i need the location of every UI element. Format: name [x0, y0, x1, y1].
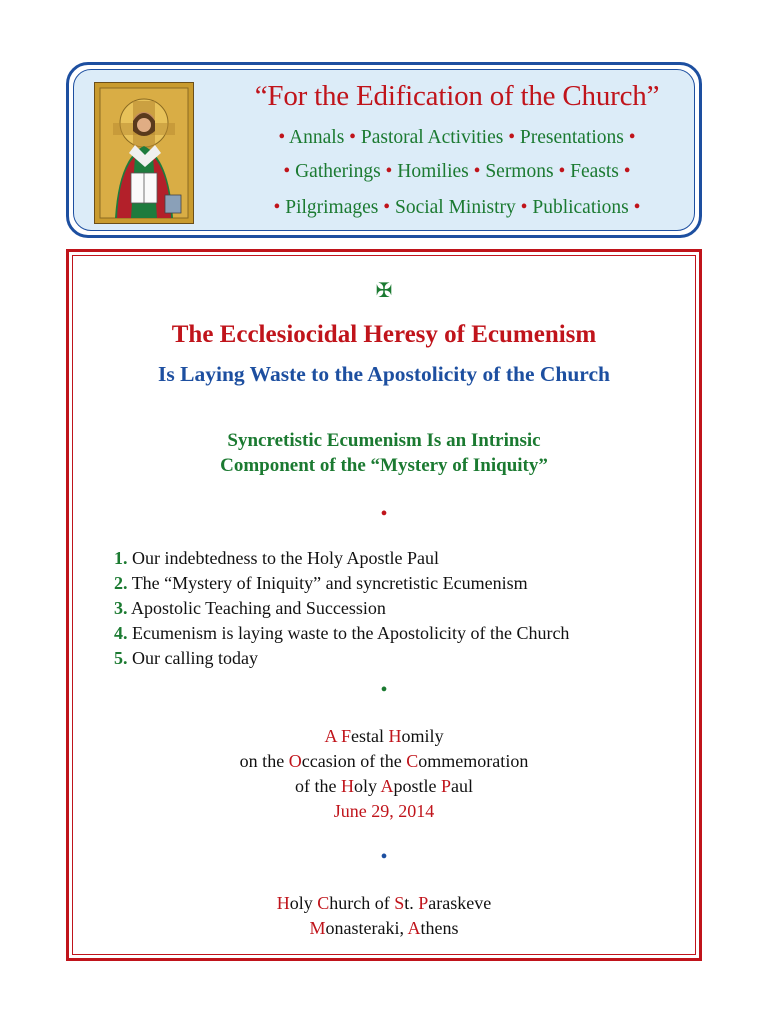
list-item: [114, 646, 569, 671]
item-text: The “Mystery of Iniquity” and syncretistic Ecumenism: [131, 573, 528, 593]
tagline-line-1: Syncretistic Ecumenism Is an Intrinsic: [227, 430, 541, 451]
homily-line-2: on the Occasion of the Commemoration: [239, 751, 529, 771]
bullet-icon: •: [349, 127, 356, 148]
category-presentations: Presentations: [519, 127, 624, 148]
banner-categories-row3: [222, 197, 692, 219]
homily-block: [0, 724, 768, 824]
banner-inner: [73, 69, 695, 231]
category-pilgrimages: Pilgrimages: [285, 197, 379, 218]
bullet-icon: •: [383, 197, 391, 218]
separator-red-dot-icon: •: [380, 503, 388, 525]
document-title: The Ecclesiocidal Heresy of Ecumenism: [171, 321, 597, 348]
category-sermons: Sermons: [485, 161, 554, 182]
item-number: 2.: [114, 573, 128, 593]
item-text: Apostolic Teaching and Succession: [131, 598, 386, 618]
christ-icon: [94, 82, 194, 224]
category-gatherings: Gatherings: [295, 161, 381, 182]
separator-green-dot-icon: •: [380, 679, 388, 701]
banner-title: “For the Edification of the Church”: [254, 80, 660, 112]
bullet-icon: •: [633, 197, 641, 218]
contents-list: [114, 546, 569, 671]
category-social-ministry: Social Ministry: [394, 197, 516, 218]
cross-icon: ✠: [375, 280, 393, 302]
document-subtitle: Is Laying Waste to the Apostolicity of the Church: [158, 362, 610, 386]
category-pastoral-activities: Pastoral Activities: [360, 127, 504, 148]
bullet-icon: •: [283, 161, 291, 182]
bullet-icon: •: [558, 161, 566, 182]
tagline-line-2: Component of the “Mystery of Iniquity”: [220, 455, 548, 476]
homily-line-3: of the Holy Apostle Paul: [294, 776, 474, 796]
item-number: 1.: [114, 548, 128, 568]
bullet-icon: •: [508, 127, 516, 148]
list-item: [114, 621, 569, 646]
category-annals: Annals: [289, 127, 345, 148]
banner-categories-row1: [222, 127, 692, 149]
bullet-icon: •: [385, 161, 393, 182]
item-number: 5.: [114, 648, 128, 668]
bullet-icon: •: [628, 127, 636, 148]
item-number: 3.: [114, 598, 128, 618]
bullet-icon: •: [520, 197, 528, 218]
item-text: Ecumenism is laying waste to the Apostolicity of the Church: [132, 623, 570, 643]
document-tagline: [0, 428, 768, 478]
bullet-icon: •: [273, 197, 281, 218]
category-feasts: Feasts: [570, 161, 619, 182]
item-number: 4.: [114, 623, 128, 643]
church-block: [0, 891, 768, 941]
list-item: [114, 546, 569, 571]
bullet-icon: •: [623, 161, 631, 182]
item-text: Our indebtedness to the Holy Apostle Paul: [132, 548, 439, 568]
bullet-icon: •: [473, 161, 481, 182]
list-item: [114, 571, 569, 596]
banner-categories-row2: [222, 161, 692, 183]
church-name: Holy Church of St. Paraskeve: [276, 893, 492, 913]
homily-date: June 29, 2014: [333, 801, 435, 821]
category-publications: Publications: [532, 197, 629, 218]
item-text: Our calling today: [132, 648, 258, 668]
separator-blue-dot-icon: •: [380, 846, 388, 868]
bullet-icon: •: [278, 127, 286, 148]
church-location: Monasteraki, Athens: [309, 918, 459, 938]
header-banner: [66, 62, 702, 238]
category-homilies: Homilies: [397, 161, 469, 182]
homily-line-1: A Festal Homily: [324, 726, 444, 746]
list-item: [114, 596, 569, 621]
